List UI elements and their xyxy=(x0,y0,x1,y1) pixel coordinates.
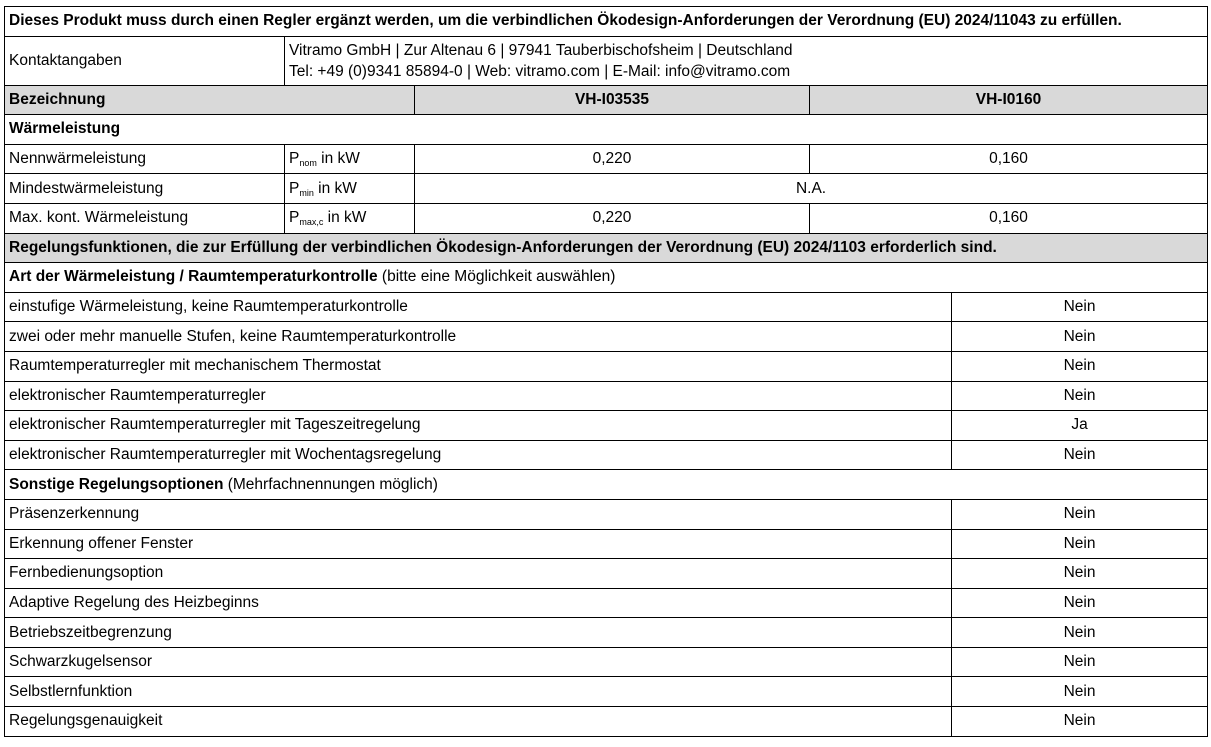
other-option-row xyxy=(5,707,1208,737)
other-option-value: Nein xyxy=(952,707,1208,737)
notice-row xyxy=(5,7,1208,37)
model-1-header: VH-I03535 xyxy=(415,85,810,115)
heat-output-symbol: $P_{nom}$ in kW xyxy=(285,144,415,174)
heat-output-value-2: 0,160 xyxy=(810,203,1208,233)
heat-output-value-2: 0,160 xyxy=(810,144,1208,174)
other-option-row xyxy=(5,529,1208,559)
model-2-header: VH-I0160 xyxy=(810,85,1208,115)
heat-type-value: Nein xyxy=(952,292,1208,322)
other-option-label: Fernbedienungsoption xyxy=(5,559,952,589)
heat-output-symbol: $P_{max,c}$ in kW xyxy=(285,203,415,233)
heat-type-row xyxy=(5,411,1208,441)
heat-type-value: Nein xyxy=(952,381,1208,411)
heat-output-value-1: 0,220 xyxy=(415,203,810,233)
heat-type-label: zwei oder mehr manuelle Stufen, keine Raumtemperaturkontrolle xyxy=(5,322,952,352)
heat-output-label: Mindestwärmeleistung xyxy=(5,174,285,204)
other-option-value: Nein xyxy=(952,618,1208,648)
heat-output-value-merged: N.A. xyxy=(415,174,1208,204)
heat-output-row xyxy=(5,174,1208,204)
other-option-label: Schwarzkugelsensor xyxy=(5,647,952,677)
heat-type-label: elektronischer Raumtemperaturregler mit Wochentagsregelung xyxy=(5,440,952,470)
other-options-section xyxy=(5,470,1208,500)
designation-label: Bezeichnung xyxy=(5,85,415,115)
control-functions-header: Regelungsfunktionen, die zur Erfüllung der verbindlichen Ökodesign-Anforderungen der Verordnung (EU) 2024/1103 erforderlich sind. xyxy=(5,233,1208,263)
notice-text: Dieses Produkt muss durch einen Regler ergänzt werden, um die verbindlichen Ökodesign-Anforderungen der Verordnung (EU) 2024/11043 zu erfüllen. xyxy=(5,7,1208,37)
other-option-row xyxy=(5,677,1208,707)
heat-type-row xyxy=(5,351,1208,381)
other-option-row xyxy=(5,647,1208,677)
control-functions-header-row xyxy=(5,233,1208,263)
heat-type-row xyxy=(5,292,1208,322)
heat-output-row xyxy=(5,144,1208,174)
heat-output-row xyxy=(5,203,1208,233)
heat-type-label: Raumtemperaturregler mit mechanischem Thermostat xyxy=(5,351,952,381)
heat-type-value: Nein xyxy=(952,440,1208,470)
other-option-value: Nein xyxy=(952,529,1208,559)
other-option-value: Nein xyxy=(952,559,1208,589)
heat-output-value-1: 0,220 xyxy=(415,144,810,174)
other-option-value: Nein xyxy=(952,588,1208,618)
other-option-label: Erkennung offener Fenster xyxy=(5,529,952,559)
heat-type-title: Art der Wärmeleistung / Raumtemperaturkontrolle (bitte eine Möglichkeit auswählen) xyxy=(5,263,1208,293)
other-option-label: Selbstlernfunktion xyxy=(5,677,952,707)
heat-output-label: Nennwärmeleistung xyxy=(5,144,285,174)
heat-type-value: Nein xyxy=(952,351,1208,381)
other-option-row xyxy=(5,559,1208,589)
heat-type-value: Nein xyxy=(952,322,1208,352)
heat-output-title: Wärmeleistung xyxy=(5,115,1208,145)
contact-label: Kontaktangaben xyxy=(5,36,285,85)
other-option-label: Regelungsgenauigkeit xyxy=(5,707,952,737)
designation-row xyxy=(5,85,1208,115)
ecodesign-table xyxy=(4,6,1208,737)
contact-line-1: Vitramo GmbH | Zur Altenau 6 | 97941 Tauberbischofsheim | Deutschland xyxy=(289,41,793,59)
heat-type-label: elektronischer Raumtemperaturregler xyxy=(5,381,952,411)
contact-details xyxy=(285,36,1208,85)
other-option-value: Nein xyxy=(952,647,1208,677)
other-option-value: Nein xyxy=(952,499,1208,529)
heat-type-section xyxy=(5,263,1208,293)
other-options-title: Sonstige Regelungsoptionen (Mehrfachnennungen möglich) xyxy=(5,470,1208,500)
heat-output-symbol: $P_{min}$ in kW xyxy=(285,174,415,204)
contact-row xyxy=(5,36,1208,85)
contact-line-2: Tel: +49 (0)9341 85894-0 | Web: vitramo.com | E-Mail: info@vitramo.com xyxy=(289,62,791,80)
heat-type-row xyxy=(5,322,1208,352)
other-option-label: Betriebszeitbegrenzung xyxy=(5,618,952,648)
heat-type-row xyxy=(5,381,1208,411)
heat-type-value: Ja xyxy=(952,411,1208,441)
other-option-value: Nein xyxy=(952,677,1208,707)
heat-type-label: elektronischer Raumtemperaturregler mit Tageszeitregelung xyxy=(5,411,952,441)
other-option-row xyxy=(5,618,1208,648)
heat-type-label: einstufige Wärmeleistung, keine Raumtemperaturkontrolle xyxy=(5,292,952,322)
heat-type-row xyxy=(5,440,1208,470)
other-option-row xyxy=(5,499,1208,529)
other-option-label: Präsenzerkennung xyxy=(5,499,952,529)
other-option-label: Adaptive Regelung des Heizbeginns xyxy=(5,588,952,618)
heat-output-section xyxy=(5,115,1208,145)
other-option-row xyxy=(5,588,1208,618)
heat-output-label: Max. kont. Wärmeleistung xyxy=(5,203,285,233)
